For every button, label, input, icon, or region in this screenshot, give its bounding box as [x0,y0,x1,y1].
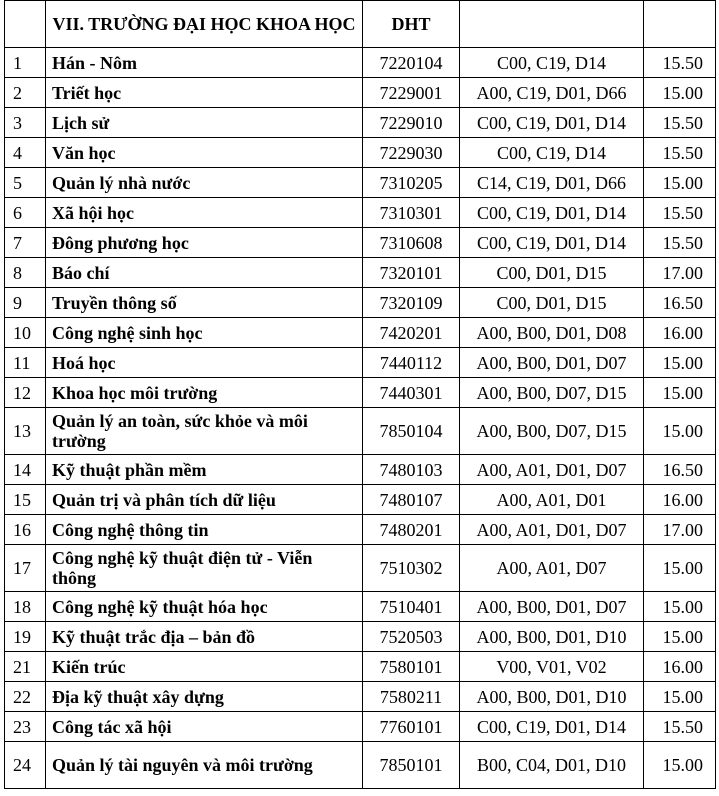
major-name: Quản trị và phân tích dữ liệu [46,485,363,515]
major-name: Lịch sử [46,108,363,138]
major-code: 7580101 [363,652,460,682]
admission-score: 16.50 [644,455,716,485]
row-number: 24 [5,742,46,789]
admission-score: 16.00 [644,318,716,348]
table-row [5,592,716,622]
row-number: 2 [5,78,46,108]
row-number: 11 [5,348,46,378]
row-number: 17 [5,545,46,592]
major-name: Kỹ thuật trắc địa – bản đồ [46,622,363,652]
header-row [5,1,716,48]
admission-scores-table [4,0,716,789]
major-code: 7480201 [363,515,460,545]
major-name: Công nghệ kỹ thuật hóa học [46,592,363,622]
major-name: Quản lý tài nguyên và môi trường [46,742,363,789]
major-name: Công nghệ thông tin [46,515,363,545]
major-code: 7580211 [363,682,460,712]
admission-score: 15.50 [644,138,716,168]
subject-combinations: C00, C19, D01, D14 [460,108,644,138]
major-code: 7850101 [363,742,460,789]
subject-combinations: A00, B00, D01, D08 [460,318,644,348]
major-code: 7310205 [363,168,460,198]
admission-score: 15.00 [644,378,716,408]
row-number: 16 [5,515,46,545]
row-number: 4 [5,138,46,168]
subject-combinations: C00, C19, D01, D14 [460,228,644,258]
subject-combinations: C00, D01, D15 [460,288,644,318]
major-code: 7320101 [363,258,460,288]
table-row [5,515,716,545]
section-title: VII. TRƯỜNG ĐẠI HỌC KHOA HỌC [46,1,363,48]
table-row [5,138,716,168]
admission-score: 15.50 [644,108,716,138]
subject-combinations: A00, B00, D07, D15 [460,378,644,408]
table-row [5,258,716,288]
row-number: 9 [5,288,46,318]
major-name: Đông phương học [46,228,363,258]
subject-combinations: C00, C19, D01, D14 [460,712,644,742]
admission-score: 15.00 [644,408,716,455]
subject-combinations: A00, A01, D01 [460,485,644,515]
major-name: Kiến trúc [46,652,363,682]
table-row [5,622,716,652]
major-name: Hoá học [46,348,363,378]
table-row [5,48,716,78]
admission-score: 15.50 [644,228,716,258]
subject-combinations: A00, C19, D01, D66 [460,78,644,108]
row-number: 14 [5,455,46,485]
row-number: 3 [5,108,46,138]
major-name: Công tác xã hội [46,712,363,742]
table-row [5,198,716,228]
table-row [5,318,716,348]
major-code: 7229010 [363,108,460,138]
subject-combinations: A00, B00, D01, D10 [460,682,644,712]
subject-combinations: V00, V01, V02 [460,652,644,682]
header-combos-cell [460,1,644,48]
table-row [5,652,716,682]
major-name: Công nghệ sinh học [46,318,363,348]
admission-score: 15.00 [644,545,716,592]
major-code: 7850104 [363,408,460,455]
table-row [5,348,716,378]
major-code: 7310608 [363,228,460,258]
subject-combinations: A00, A01, D01, D07 [460,455,644,485]
row-number: 5 [5,168,46,198]
subject-combinations: A00, B00, D01, D07 [460,348,644,378]
major-name: Triết học [46,78,363,108]
major-code: 7760101 [363,712,460,742]
row-number: 19 [5,622,46,652]
row-number: 22 [5,682,46,712]
row-number: 13 [5,408,46,455]
admission-score: 15.00 [644,78,716,108]
admission-score: 16.00 [644,652,716,682]
header-stt-cell [5,1,46,48]
table-row [5,228,716,258]
subject-combinations: C00, C19, D14 [460,48,644,78]
major-code: 7320109 [363,288,460,318]
major-code: 7480107 [363,485,460,515]
major-name: Hán - Nôm [46,48,363,78]
admission-score: 15.50 [644,712,716,742]
table-row [5,168,716,198]
admission-score: 17.00 [644,258,716,288]
subject-combinations: A00, B00, D07, D15 [460,408,644,455]
major-code: 7440112 [363,348,460,378]
major-name: Quản lý nhà nước [46,168,363,198]
major-name: Báo chí [46,258,363,288]
admission-score: 15.00 [644,742,716,789]
admission-score: 15.00 [644,348,716,378]
subject-combinations: A00, A01, D07 [460,545,644,592]
major-code: 7440301 [363,378,460,408]
major-code: 7510302 [363,545,460,592]
admission-score: 15.50 [644,48,716,78]
table-row [5,545,716,592]
subject-combinations: C00, C19, D01, D14 [460,198,644,228]
table-row [5,408,716,455]
table-row [5,712,716,742]
major-code: 7229001 [363,78,460,108]
major-code: 7520503 [363,622,460,652]
subject-combinations: B00, C04, D01, D10 [460,742,644,789]
major-name: Công nghệ kỹ thuật điện tử - Viễn thông [46,545,363,592]
admission-score: 15.50 [644,198,716,228]
subject-combinations: C14, C19, D01, D66 [460,168,644,198]
admission-score: 16.50 [644,288,716,318]
table-row [5,485,716,515]
row-number: 10 [5,318,46,348]
subject-combinations: C00, D01, D15 [460,258,644,288]
row-number: 18 [5,592,46,622]
table-row [5,378,716,408]
row-number: 8 [5,258,46,288]
major-code: 7480103 [363,455,460,485]
major-name: Quản lý an toàn, sức khỏe và môi trường [46,408,363,455]
subject-combinations: A00, B00, D01, D07 [460,592,644,622]
admission-score: 15.00 [644,592,716,622]
subject-combinations: A00, A01, D01, D07 [460,515,644,545]
major-name: Khoa học môi trường [46,378,363,408]
row-number: 21 [5,652,46,682]
major-name: Văn học [46,138,363,168]
table-row [5,288,716,318]
major-name: Xã hội học [46,198,363,228]
row-number: 23 [5,712,46,742]
major-name: Truyền thông số [46,288,363,318]
row-number: 6 [5,198,46,228]
row-number: 7 [5,228,46,258]
table-row [5,682,716,712]
table-row [5,742,716,789]
major-name: Địa kỹ thuật xây dựng [46,682,363,712]
major-code: 7420201 [363,318,460,348]
major-name: Kỹ thuật phần mềm [46,455,363,485]
admission-score: 15.00 [644,682,716,712]
header-score-cell [644,1,716,48]
table-body [5,1,716,789]
table-row [5,108,716,138]
row-number: 15 [5,485,46,515]
row-number: 12 [5,378,46,408]
admission-score: 16.00 [644,485,716,515]
admission-score: 17.00 [644,515,716,545]
table-row [5,78,716,108]
subject-combinations: A00, B00, D01, D10 [460,622,644,652]
major-code: 7510401 [363,592,460,622]
admission-score: 15.00 [644,168,716,198]
table-row [5,455,716,485]
admission-score: 15.00 [644,622,716,652]
major-code: 7220104 [363,48,460,78]
subject-combinations: C00, C19, D14 [460,138,644,168]
row-number: 1 [5,48,46,78]
major-code: 7229030 [363,138,460,168]
major-code: 7310301 [363,198,460,228]
school-code: DHT [363,1,460,48]
